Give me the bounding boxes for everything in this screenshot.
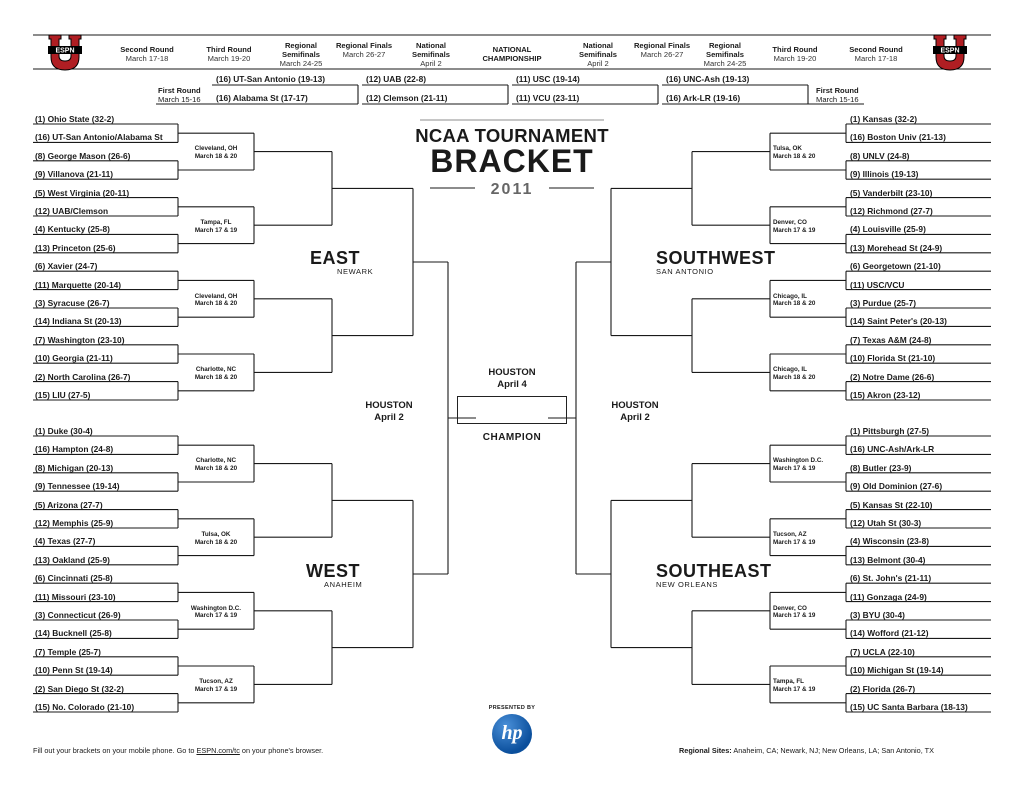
team-slot[interactable]: (14) Bucknell (25-8): [35, 628, 112, 639]
region-name-southwest: SOUTHWEST: [656, 248, 776, 268]
team-slot[interactable]: (11) USC/VCU: [850, 279, 905, 290]
team-slot[interactable]: (12) Utah St (30-3): [850, 518, 922, 528]
team-slot[interactable]: (12) UAB/Clemson: [35, 206, 109, 216]
team-slot[interactable]: (8) UNLV (24-8): [850, 150, 910, 161]
tournament-title: NCAA TOURNAMENT: [415, 125, 609, 146]
header-round: Second Round March 17-18: [849, 45, 903, 63]
team-slot[interactable]: (1) Kansas (32-2): [850, 114, 918, 124]
team-slot[interactable]: (4) Kentucky (25-8): [35, 224, 110, 235]
team-slot[interactable]: (5) Arizona (27-7): [35, 499, 103, 510]
header-round: Regional Semifinals March 24-25: [279, 41, 323, 68]
game-site: Tampa, FL March 17 & 19: [194, 219, 238, 234]
team-slot[interactable]: (3) Purdue (25-7): [850, 298, 917, 308]
header-round: Regional Finals March 26-27: [633, 41, 691, 59]
header-round: Third Round March 19-20: [772, 45, 818, 63]
game-site: Charlotte, NC March 18 & 20: [194, 366, 238, 381]
team-slot[interactable]: (10) Florida St (21-10): [850, 353, 936, 364]
tournament-year: 2011: [490, 181, 534, 198]
bracket-title: BRACKET: [430, 143, 594, 179]
game-site: Cleveland, OH March 18 & 20: [194, 145, 238, 160]
game-site: Cleveland, OH March 18 & 20: [194, 292, 238, 308]
team-slot[interactable]: (6) Georgetown (21-10): [850, 261, 941, 272]
team-slot[interactable]: (1) Pittsburgh (27-5): [850, 426, 930, 436]
team-slot[interactable]: (9) Illinois (19-13): [850, 169, 919, 180]
footer-regional-sites: Regional Sites: Anaheim, CA; Newark, NJ; New Orleans, LA; San Antonio, TX: [679, 746, 934, 755]
national-semifinal-venue-right: HOUSTON April 2: [611, 400, 659, 423]
team-slot[interactable]: (14) Saint Peter's (20-13): [850, 316, 947, 327]
team-slot[interactable]: (2) North Carolina (26-7): [35, 371, 131, 382]
first-round-team[interactable]: (12) UAB (22-8): [366, 74, 427, 84]
game-site: Washington D.C. March 17 & 19: [190, 604, 242, 620]
team-slot[interactable]: (7) UCLA (22-10): [850, 646, 915, 657]
team-slot[interactable]: (3) Connecticut (26-9): [35, 610, 121, 620]
first-round-team[interactable]: (11) VCU (23-11): [516, 93, 580, 103]
team-slot[interactable]: (3) BYU (30-4): [850, 610, 905, 620]
team-slot[interactable]: (16) UT-San Antonio/Alabama St: [35, 132, 163, 143]
team-slot[interactable]: (6) Cincinnati (25-8): [35, 573, 113, 584]
header-championship: NATIONAL CHAMPIONSHIP: [482, 45, 542, 63]
team-slot[interactable]: (6) St. John's (21-11): [850, 573, 932, 584]
team-slot[interactable]: (9) Old Dominion (27-6): [850, 481, 943, 492]
header-round: National Semifinals April 2: [412, 41, 450, 68]
champion-label: CHAMPION: [482, 432, 542, 443]
header-round: Regional Finals March 26-27: [335, 41, 393, 59]
game-site: Charlotte, NC March 18 & 20: [194, 457, 238, 472]
team-slot[interactable]: (2) Notre Dame (26-6): [850, 371, 935, 382]
team-slot[interactable]: (4) Texas (27-7): [35, 536, 96, 547]
first-round-team[interactable]: (16) UT-San Antonio (19-13): [216, 74, 326, 84]
team-slot[interactable]: (2) San Diego St (32-2): [35, 683, 124, 694]
team-slot[interactable]: (11) Missouri (23-10): [35, 591, 116, 602]
team-slot[interactable]: (13) Belmont (30-4): [850, 554, 926, 565]
game-site: Chicago, IL March 18 & 20: [773, 366, 816, 381]
region-name-east: EAST: [310, 248, 361, 268]
espn-link[interactable]: ESPN.com/tc: [196, 746, 240, 755]
team-slot[interactable]: (8) Butler (23-9): [850, 462, 912, 473]
header-round: National Semifinals April 2: [579, 41, 617, 68]
team-slot[interactable]: (8) Michigan (20-13): [35, 462, 114, 473]
first-round-label-right: First Round March 15-16: [816, 86, 859, 104]
team-slot[interactable]: (12) Richmond (27-7): [850, 206, 933, 216]
game-site: Denver, CO March 17 & 19: [773, 604, 816, 620]
team-slot[interactable]: (10) Michigan St (19-14): [850, 665, 944, 676]
game-site: Tulsa, OK March 18 & 20: [773, 145, 816, 160]
team-slot[interactable]: (2) Florida (26-7): [850, 683, 916, 694]
team-slot[interactable]: (7) Texas A&M (24-8): [850, 334, 932, 345]
team-slot[interactable]: (6) Xavier (24-7): [35, 261, 98, 272]
team-slot[interactable]: (11) Marquette (20-14): [35, 279, 122, 290]
espn-logo-right: [933, 34, 967, 72]
team-slot[interactable]: (14) Wofford (21-12): [850, 628, 929, 639]
team-slot[interactable]: (4) Wisconsin (23-8): [850, 536, 930, 547]
team-slot[interactable]: (1) Ohio State (32-2): [35, 114, 115, 124]
first-round-label-left: First Round March 15-16: [158, 86, 201, 104]
first-round-team[interactable]: (11) USC (19-14): [516, 74, 580, 84]
team-slot[interactable]: (16) Hampton (24-8): [35, 444, 114, 455]
team-slot[interactable]: (16) Boston Univ (21-13): [850, 132, 946, 143]
game-site: Washington D.C. March 17 & 19: [773, 457, 824, 472]
game-site: Chicago, IL March 18 & 20: [773, 292, 816, 308]
region-name-southeast: SOUTHEAST: [656, 561, 772, 581]
team-slot[interactable]: (11) Gonzaga (24-9): [850, 591, 927, 602]
team-slot[interactable]: (14) Indiana St (20-13): [35, 316, 122, 327]
team-slot[interactable]: (12) Memphis (25-9): [35, 518, 114, 528]
first-round-team[interactable]: (12) Clemson (21-11): [366, 93, 448, 103]
first-round-team[interactable]: (16) Ark-LR (19-16): [666, 93, 741, 103]
team-slot[interactable]: (13) Princeton (25-6): [35, 242, 116, 253]
team-slot[interactable]: (16) UNC-Ash/Ark-LR: [850, 444, 935, 455]
game-site: Denver, CO March 17 & 19: [773, 219, 816, 234]
espn-logo-text: ESPN: [940, 47, 960, 55]
team-slot[interactable]: (15) LIU (27-5): [35, 390, 91, 400]
team-slot[interactable]: (1) Duke (30-4): [35, 426, 93, 436]
region-name-west: WEST: [306, 561, 360, 581]
team-slot[interactable]: (9) Villanova (21-11): [35, 169, 114, 180]
region-city-southwest: SAN ANTONIO: [656, 267, 714, 276]
espn-logo-left: [48, 34, 82, 72]
game-site: Tucson, AZ March 17 & 19: [194, 678, 238, 693]
game-site: Tucson, AZ March 17 & 19: [773, 531, 816, 546]
team-slot[interactable]: (4) Louisville (25-9): [850, 224, 926, 235]
region-city-southeast: NEW ORLEANS: [656, 580, 719, 589]
header-round: Second Round March 17-18: [120, 45, 174, 63]
team-slot[interactable]: (5) Kansas St (22-10): [850, 499, 933, 510]
team-slot[interactable]: (15) Akron (23-12): [850, 390, 921, 400]
first-round-team[interactable]: (16) Alabama St (17-17): [216, 93, 308, 103]
team-slot[interactable]: (15) UC Santa Barbara (18-13): [850, 702, 968, 712]
championship-venue: HOUSTON April 4: [488, 367, 536, 390]
team-slot[interactable]: (15) No. Colorado (21-10): [35, 702, 135, 712]
team-slot[interactable]: (10) Georgia (21-11): [35, 353, 113, 364]
game-site: Tampa, FL March 17 & 19: [773, 678, 816, 693]
team-slot[interactable]: (8) George Mason (26-6): [35, 150, 131, 161]
champion-box[interactable]: [457, 396, 567, 424]
team-slot[interactable]: (10) Penn St (19-14): [35, 665, 113, 676]
game-site: Tulsa, OK March 18 & 20: [194, 531, 238, 546]
hp-logo: hp: [492, 714, 532, 754]
footer-mobile-note: Fill out your brackets on your mobile phone. Go to ESPN.com/tc on your phone's browser.: [33, 746, 324, 755]
team-slot[interactable]: (13) Oakland (25-9): [35, 554, 110, 565]
team-slot[interactable]: (5) Vanderbilt (23-10): [850, 187, 933, 198]
header-round: Regional Semifinals March 24-25: [703, 41, 747, 68]
region-city-east: NEWARK: [337, 267, 374, 276]
region-city-west: ANAHEIM: [324, 580, 363, 589]
team-slot[interactable]: (9) Tennessee (19-14): [35, 481, 120, 492]
team-slot[interactable]: (7) Temple (25-7): [35, 646, 101, 657]
presented-by-label: PRESENTED BY: [488, 705, 536, 711]
team-slot[interactable]: (13) Morehead St (24-9): [850, 242, 943, 253]
header-round: Third Round March 19-20: [206, 45, 252, 63]
team-slot[interactable]: (7) Washington (23-10): [35, 334, 125, 345]
first-round-team[interactable]: (16) UNC-Ash (19-13): [666, 74, 750, 84]
espn-logo-text: ESPN: [55, 47, 75, 55]
national-semifinal-venue-left: HOUSTON April 2: [365, 400, 413, 423]
team-slot[interactable]: (3) Syracuse (26-7): [35, 298, 110, 308]
team-slot[interactable]: (5) West Virginia (20-11): [35, 187, 130, 198]
